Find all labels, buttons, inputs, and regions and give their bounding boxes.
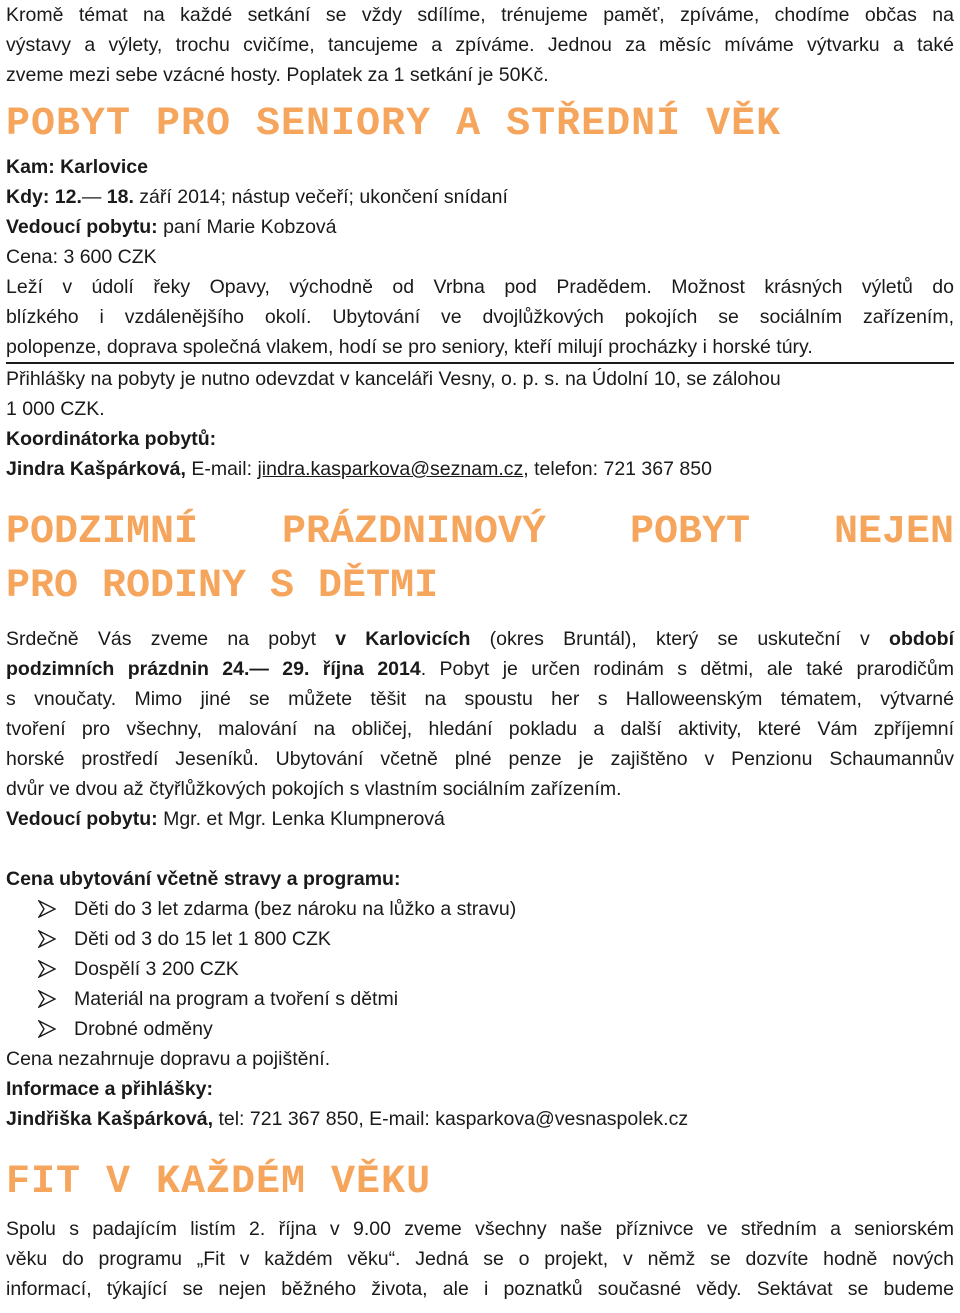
autumn-text: (okres Bruntál), který se uskuteční v [470, 628, 890, 650]
list-item [38, 954, 954, 984]
fit-line: Spolu s padajícím listím 2. října v 9.00 zveme všechny naše příznivce ve středním a seniorském [6, 1218, 954, 1240]
section-title-autumn [6, 506, 954, 614]
autumn-line: horské prostředí Jeseníků. Ubytování včetně plné penze je zajištěno v Penzionu Schaumannův [6, 748, 954, 770]
fit-line: věku do programu „Fit v každém věku“. Jedná se o projekt, v němž se dozvíte hodně nových [6, 1248, 954, 1270]
cena-heading: Cena ubytování včetně stravy a programu: [6, 868, 401, 890]
section-title-seniors: POBYT PRO SENIORY A STŘEDNÍ VĚK [6, 102, 782, 147]
intro-line: zveme mezi sebe vzácné hosty. Poplatek za 1 setkání je 50Kč. [6, 64, 549, 86]
price-list [6, 894, 954, 1044]
list-item [38, 894, 954, 924]
autumn-line [6, 654, 954, 684]
price-note: Cena nezahrnuje dopravu a pojištění. [6, 1048, 331, 1070]
prihlasky-line: Přihlášky na pobyty je nutno odevzdat v kanceláři Vesny, o. p. s. na Údolní 10, se zálohou [6, 368, 781, 390]
koordinator-contact [6, 454, 954, 484]
list-item [38, 1014, 954, 1044]
email-label: E-mail: [185, 458, 258, 480]
list-item-text: Materiál na program a tvoření s dětmi [74, 988, 399, 1010]
list-item [38, 924, 954, 954]
autumn-vedouci-value: Mgr. et Mgr. Lenka Klumpnerová [157, 808, 445, 830]
desc-line: blízkého i vzdálenějšího okolí. Ubytování ve dvojlůžkových pokojích se sociálním zařízením, [6, 306, 954, 328]
list-item-text: Dospělí 3 200 CZK [74, 958, 239, 980]
arrow-bullet-icon [38, 990, 56, 1008]
list-item-text: Děti do 3 let zdarma (bez nároku na lůžko a stravu) [74, 898, 517, 920]
info-contact-name: Jindřiška Kašpárková, [6, 1108, 214, 1130]
autumn-date: 29. října 2014 [268, 658, 421, 680]
intro-paragraph [6, 0, 954, 90]
autumn-text: Srdečně Vás zveme na pobyt [6, 628, 336, 650]
desc-line: Leží v údolí řeky Opavy, východně od Vrbna pod Pradědem. Možnost krásných výletů do [6, 276, 954, 298]
kam-line: Kam: Karlovice [6, 156, 148, 178]
autumn-vedouci-label: Vedoucí pobytu: [6, 808, 158, 830]
list-item [38, 984, 954, 1014]
autumn-paragraph [6, 624, 954, 804]
kdy-rest: září 2014; nástup večeří; ukončení snídaní [133, 186, 508, 208]
info-contact [6, 1104, 954, 1134]
vedouci-value: paní Marie Kobzová [157, 216, 337, 238]
kdy-dash: — [81, 186, 102, 208]
intro-line: výstavy a výlety, trochu cvičíme, tancujeme a zpíváme. Jednou za měsíc míváme výtvarku a také [6, 34, 954, 56]
vedouci-line [6, 212, 954, 242]
list-item-text: Děti od 3 do 15 let 1 800 CZK [74, 928, 331, 950]
autumn-line [6, 624, 954, 654]
autumn-line: dvůr ve dvou až čtyřlůžkových pokojích s vlastním sociálním zařízením. [6, 778, 622, 800]
arrow-bullet-icon [38, 1020, 56, 1038]
spacer [6, 834, 954, 864]
intro-line: Kromě témat na každé setkání se vždy sdílíme, trénujeme paměť, zpíváme, chodíme občas na [6, 4, 954, 26]
email-link[interactable]: jindra.kasparkova@seznam.cz [257, 458, 524, 480]
autumn-line: tvoření pro všechny, malování na obličej, hledání pokladu a další aktivity, které Vám zpříjemní [6, 718, 954, 740]
info-contact-rest: tel: 721 367 850, E-mail: kasparkova@vesnaspolek.cz [213, 1108, 689, 1130]
autumn-date: podzimních prázdnin 24. [6, 658, 250, 680]
arrow-bullet-icon [38, 930, 56, 948]
autumn-text: . Pobyt je určen rodinám s dětmi, ale také prarodičům [420, 658, 954, 680]
autumn-dash: — [249, 658, 269, 680]
autumn-vedouci-line [6, 804, 954, 834]
autumn-line: s vnoučaty. Mimo jiné se můžete těšit na spoustu her s Halloweenským tématem, výtvarné [6, 688, 954, 710]
autumn-place: v Karlovicích [335, 628, 471, 650]
vedouci-label: Vedoucí pobytu: [6, 216, 158, 238]
info-label: Informace a přihlášky: [6, 1078, 213, 1100]
phone-text: , telefon: 721 367 850 [523, 458, 712, 480]
arrow-bullet-icon [38, 900, 56, 918]
list-item-text: Drobné odměny [74, 1018, 213, 1040]
koordinator-name: Jindra Kašpárková, [6, 458, 186, 480]
fit-paragraph [6, 1214, 954, 1304]
arrow-bullet-icon [38, 960, 56, 978]
kdy-label: Kdy: 12. [6, 186, 82, 208]
koordinator-label: Koordinátorka pobytů: [6, 428, 217, 450]
section-title-autumn-line2: PRO RODINY S DĚTMI [6, 564, 439, 609]
kdy-dash-date: 18. [101, 186, 134, 208]
section-title-autumn-line1: PODZIMNÍ PRÁZDNINOVÝ POBYT NEJEN [6, 510, 954, 555]
cena-line: Cena: 3 600 CZK [6, 246, 157, 268]
desc-line: polopenze, doprava společná vlakem, hodí se pro seniory, kteří milují procházky i horské túry. [6, 332, 954, 364]
fit-line: informací, týkající se nejen běžného života, ale i poznatků současné vědy. Sektávat se budeme [6, 1278, 954, 1300]
section-title-fit: FIT V KAŽDÉM VĚKU [6, 1160, 432, 1205]
autumn-period: období [889, 628, 955, 650]
kdy-line [6, 182, 954, 212]
prihlasky-line: 1 000 CZK. [6, 398, 105, 420]
